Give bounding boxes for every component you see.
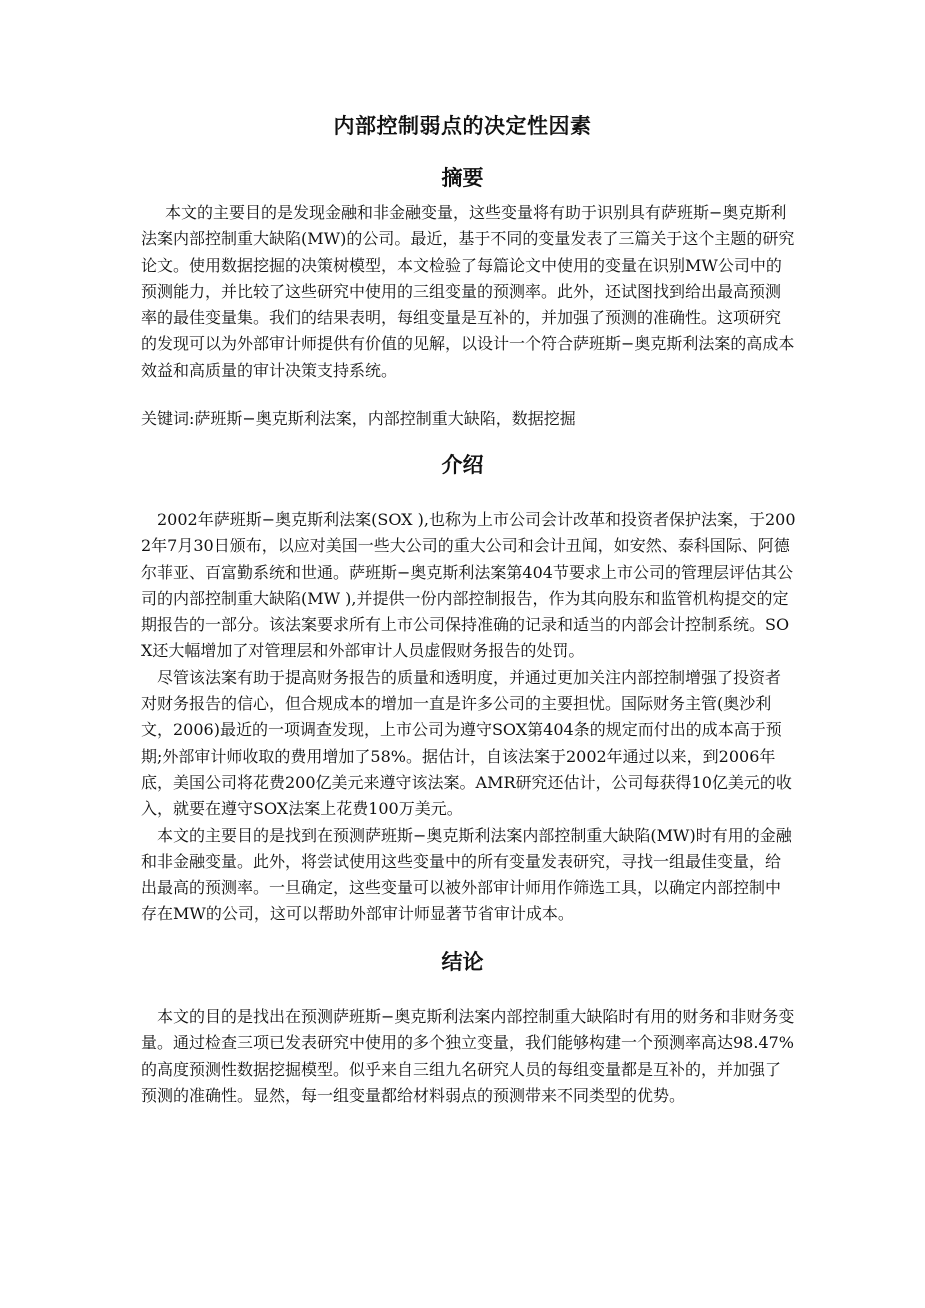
introduction-paragraph-3: 本文的主要目的是找到在预测萨班斯−奥克斯利法案内部控制重大缺陷(MW)时有用的金融和非金融变量。此外，将尝试使用这些变量中的所有变量发表研究，寻找一组最佳变量，给出最高的预测率。一旦确定，这些变量可以被外部审计师用作筛选工具，以确定内部控制中存在MW的公司，这可以帮助外部审计师显著节省审计成本。 <box>141 825 792 924</box>
introduction-section <box>141 507 796 928</box>
abstract-paragraph: 本文的主要目的是发现金融和非金融变量，这些变量将有助于识别具有萨班斯−奥克斯利法案内部控制重大缺陷(MW)的公司。最近，基于不同的变量发表了三篇关于这个主题的研究论文。使用数据挖掘的决策树模型，本文检验了每篇论文中使用的变量在识别MW公司中的预测能力，并比较了这些研究中使用的三组变量的预测率。此外，还试图找到给出最高预测率的最佳变量集。我们的结果表明，每组变量是互补的，并加强了预测的准确性。这项研究的发现可以为外部审计师提供有价值的见解，以设计一个符合萨班斯−奥克斯利法案的高成本效益和高质量的审计决策支持系统。 <box>141 203 795 380</box>
keywords-line: 关键词:萨班斯−奥克斯利法案，内部控制重大缺陷，数据挖掘 <box>141 409 576 428</box>
introduction-paragraph-2: 尽管该法案有助于提高财务报告的质量和透明度，并通过更加关注内部控制增强了投资者对财务报告的信心，但合规成本的增加一直是许多公司的主要担忧。国际财务主管(奥沙利文，2006)最近的一项调查发现，上市公司为遵守SOX第404条的规定而付出的成本高于预期;外部审计师收取的费用增加了58%。据估计，自该法案于2002年通过以来，到2006年底，美国公司将花费200亿美元来遵守该法案。AMR研究还估计，公司每获得10亿美元的收入，就要在遵守SOX法案上花费100万美元。 <box>141 667 792 819</box>
conclusion-heading: 结论 <box>441 950 484 974</box>
conclusion-paragraph: 本文的目的是找出在预测萨班斯−奥克斯利法案内部控制重大缺陷时有用的财务和非财务变量。通过检查三项已发表研究中使用的多个独立变量，我们能够构建一个预测率高达98.47%的高度预测性数据挖掘模型。似乎来自三组九名研究人员的每组变量都是互补的，并加强了预测的准确性。显然，每一组变量都给材料弱点的预测带来不同类型的优势。 <box>141 1007 795 1105</box>
introduction-heading: 介绍 <box>441 453 484 477</box>
paper-title: 内部控制弱点的决定性因素 <box>333 114 592 138</box>
introduction-paragraph-1: 2002年萨班斯−奥克斯利法案(SOX ),也称为上市公司会计改革和投资者保护法案，于2002年7月30日颁布，以应对美国一些大公司的重大公司和会计丑闻，如安然、泰科国际、阿德尔菲亚、百富勤系统和世通。萨班斯−奥克斯利法案第404节要求上市公司的管理层评估其公司的内部控制重大缺陷(MW ),并提供一份内部控制报告，作为其向股东和监管机构提交的定期报告的一部分。该法案要求所有上市公司保持准确的记录和适当的内部会计控制系统。SOX还大幅增加了对管理层和外部审计人员虚假财务报告的处罚。 <box>141 510 796 661</box>
conclusion-section <box>141 1004 796 1109</box>
abstract-section <box>141 200 796 384</box>
abstract-heading: 摘要 <box>441 166 484 190</box>
